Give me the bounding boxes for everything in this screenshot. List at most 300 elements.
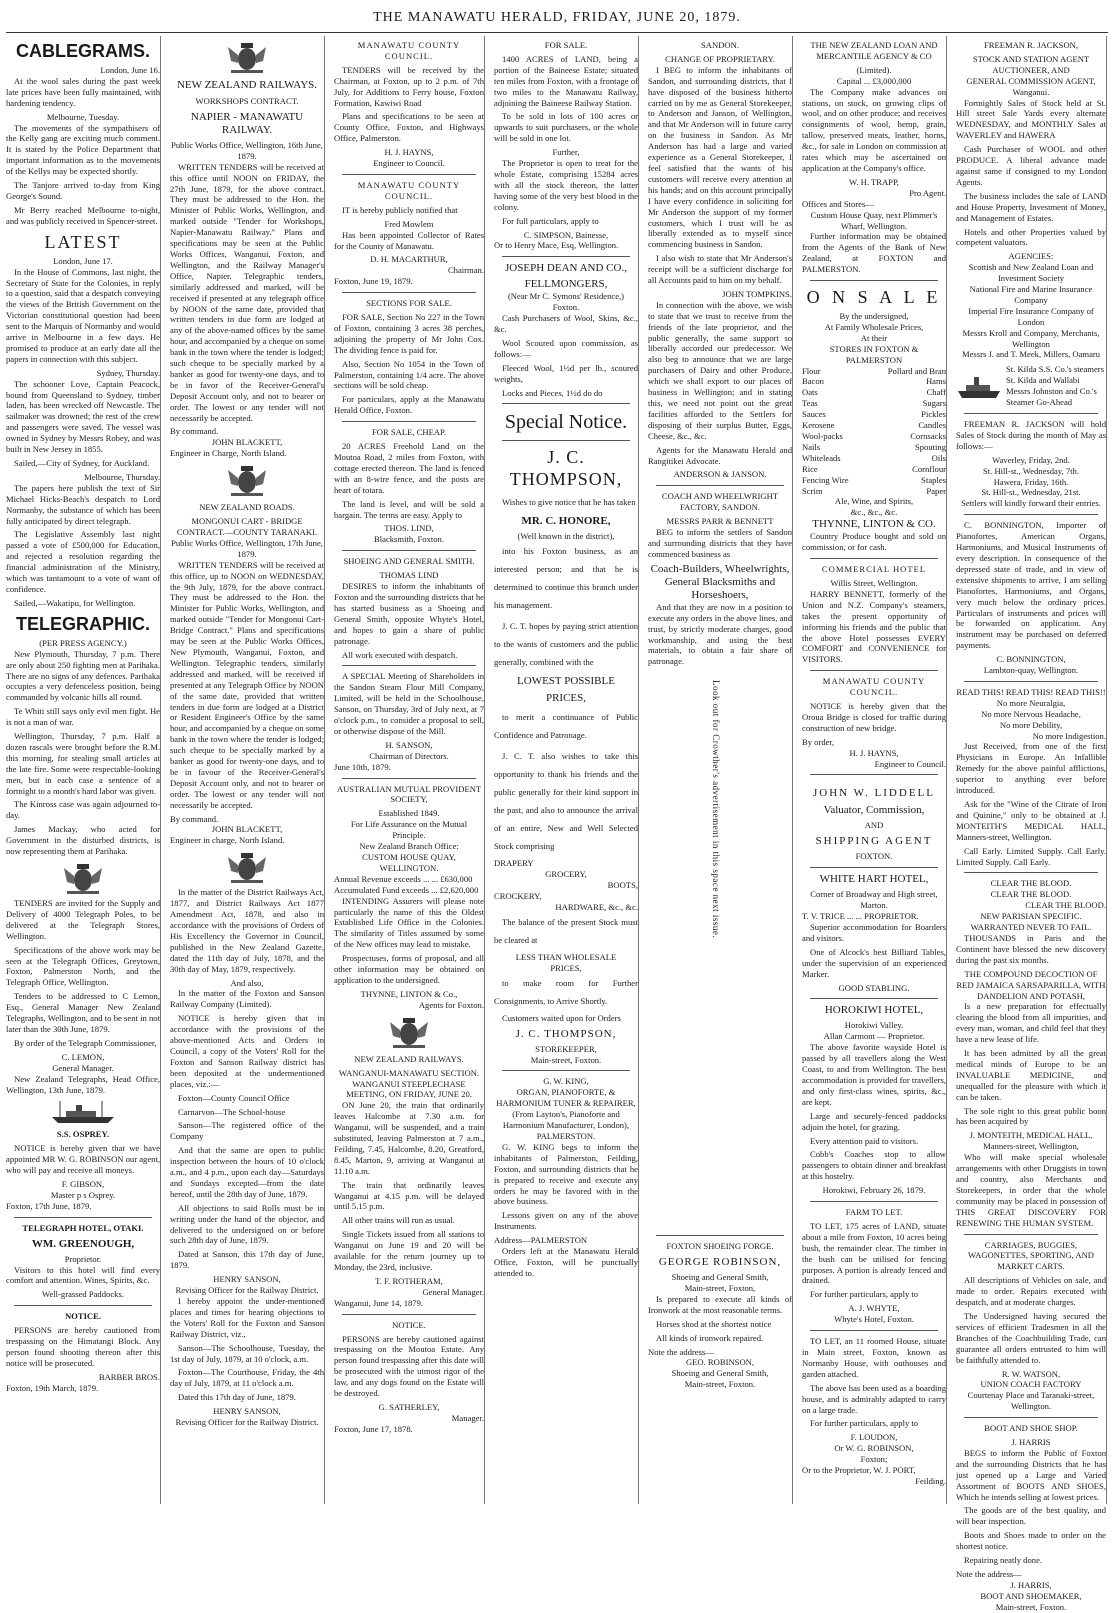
notice-paragraph: Plans and specifications to be seen at County Office, Foxton, and Highways Office, Palmerston. bbox=[334, 111, 484, 144]
signatory-title: Blacksmith, Foxton. bbox=[374, 534, 444, 545]
ad-line: Note the address— bbox=[956, 1569, 1022, 1579]
royal-crest-icon bbox=[225, 851, 269, 885]
ad-paragraph: J. C. T. also wishes to take this opportunity to thank his friends and the public generally for their kind support in the past, and also to announce the arrival of an entire, New and Well Selected Stock comprising bbox=[494, 751, 638, 852]
signatory-title: Master p s Osprey. bbox=[50, 1189, 116, 1200]
ad-line: Address—PALMERSTON bbox=[494, 1235, 588, 1246]
notice-paragraph: Specifications of the above work may be seen at the Telegraph Offices, Greytown, Foxton, Palmerston North, and the Telegraph Office, Wellington. bbox=[6, 944, 160, 988]
shoeing-heading: SHOEING AND GENERAL SMITH. bbox=[343, 556, 475, 567]
divider bbox=[342, 292, 476, 293]
goods-list bbox=[802, 366, 946, 497]
signatory: A. J. WHYTE, bbox=[848, 1303, 900, 1314]
signatory-title: Shoeing and General Smith, bbox=[671, 1368, 769, 1379]
ad-paragraph: Fleeced Wool, 1½d per lb., scoured weights, bbox=[494, 362, 638, 384]
stock-item: HARDWARE, &c., &c. bbox=[555, 902, 638, 912]
signatory-title: Engineer in Charge, North Island. bbox=[170, 448, 287, 459]
business-address: Main-street, Foxton, bbox=[684, 1283, 756, 1294]
news-paragraph: Mr Berry reached Melbourne to-night, and was publicly received in Spencer-street. bbox=[6, 204, 160, 226]
signatory-title: Engineer to Council. bbox=[874, 758, 946, 769]
goods-item: Hams bbox=[925, 376, 946, 387]
masthead-title: THE MANAWATU HERALD, FRIDAY, JUNE 20, 1879. bbox=[373, 10, 741, 25]
news-paragraph: New Plymouth, Thursday, 7 p.m. There are only about 250 fighting men at Parihaka. There are no signs of any defences. Parihaka occupies a very defenceless position, being commanded by volcanic hills all round. bbox=[6, 648, 160, 703]
notice-line: And also, bbox=[230, 977, 264, 988]
thompson-name: J. C. THOMPSON, bbox=[515, 1027, 617, 1040]
subheading: WORKSHOPS CONTRACT. bbox=[195, 96, 299, 106]
notice-date: Foxton, 19th March, 1879. bbox=[6, 1382, 99, 1393]
branch-address: CUSTOM HOUSE QUAY, WELLINGTON. bbox=[362, 852, 456, 873]
signatory: Or to Henry Mace, Esq, Wellington. bbox=[494, 240, 619, 251]
amp-subheading: For Life Assurance on the Mutual Principle. bbox=[350, 819, 468, 841]
business-name: THOMAS LIND bbox=[379, 570, 439, 581]
notice-paragraph: In the matter of the Foxton and Sanson Railway Company (Limited). bbox=[170, 988, 324, 1010]
capital-line: Capital ... £3,000,000 bbox=[836, 75, 912, 86]
jackson-heading: FREEMAN R. JACKSON, bbox=[983, 40, 1079, 50]
goods-row bbox=[802, 398, 946, 409]
signatory: F. GIBSON, bbox=[61, 1179, 105, 1190]
signatory-title: Engineer to Council. bbox=[373, 158, 445, 169]
ad-paragraph: The sole right to this great public boon has been acquired by bbox=[956, 1105, 1106, 1127]
signatory-title: Chairman. bbox=[447, 265, 484, 276]
divider bbox=[810, 867, 938, 868]
boot-heading: BOOT AND SHOE SHOP. bbox=[984, 1423, 1078, 1434]
signatory: HENRY SANSON, bbox=[213, 1406, 281, 1417]
divider bbox=[342, 550, 476, 551]
news-paragraph: The Legislative Assembly last night passed a vote of £500,000 for Education, and rejected a resolution regarding the financial administration of the Ministry, which was tantamount to a vote of want of confidence. bbox=[6, 529, 160, 594]
signatory: J. MONTEITH, MEDICAL HALL, bbox=[969, 1130, 1093, 1141]
ad-paragraph: For further particulars, apply to bbox=[810, 1418, 919, 1429]
signatory: HENRY SANSON, bbox=[213, 1274, 281, 1285]
divider bbox=[810, 670, 938, 671]
notice-date: Wanganui, June 14, 1879. bbox=[334, 1297, 424, 1308]
signatory: THYNNE, LINTON & Co., bbox=[360, 988, 458, 999]
ad-paragraph: INTENDING Assurers will please note particularly the name of this the Oldest Established Life Office in the Colonies. The similarity of Titles assumed by some of the New offices may lead to mistake. bbox=[334, 895, 484, 950]
ad-paragraph: The above has been used as a boarding house, and is admirably adapted to carry on a large trade. bbox=[802, 1382, 946, 1415]
commercial-hotel-heading: COMMERCIAL HOTEL bbox=[821, 564, 927, 575]
notice-paragraph: A SPECIAL Meeting of Shareholders in the Sandon Steam Flour Mill Company, Limited, will be held in the Schoolhouse, Sanson, on Thursday, 3rd of July next, at 7 o'clock p.m., to consider a proposal to sell, or otherwise dispose of the Mill. bbox=[334, 671, 484, 736]
dean-heading: JOSEPH DEAN AND CO., bbox=[505, 262, 627, 275]
king-name: G. W. KING, bbox=[543, 1076, 589, 1087]
subheading: NAPIER - MANAWATU RAILWAY. bbox=[190, 110, 304, 136]
roads-heading: NEW ZEALAND ROADS. bbox=[199, 502, 295, 513]
ad-paragraph: G. W. KING begs to inform the inhabitants of Palmerston, Feilding, Foxton, and surrounding districts that he is prepared to receive and execute any orders he may be favored with in the above business. bbox=[494, 1141, 638, 1207]
divider bbox=[810, 1201, 938, 1202]
notice-paragraph: And that the same are open to public inspection between the hours of 10 o'clock a.m., and 4 p.m., upon each day—Saturdays and Sundays excepted—from the date hereof, until the 28th day of June, 1879. bbox=[170, 1145, 324, 1199]
no-more-line: No more Debility, bbox=[999, 719, 1063, 730]
news-paragraph: Sailed,—Wakatipu, for Wellington. bbox=[14, 597, 136, 608]
notice-date: Foxton, June 19, 1879. bbox=[334, 276, 413, 287]
news-paragraph: The Tanjore arrived to-day from King George's Sound. bbox=[6, 180, 160, 201]
business-type: Shoeing and General Smith, bbox=[671, 1272, 769, 1283]
goods-row bbox=[802, 486, 946, 497]
ad-line: Corner of Broadway and High street, bbox=[810, 889, 938, 900]
business-town: Foxton. bbox=[552, 302, 580, 313]
divider bbox=[964, 413, 1098, 414]
news-paragraph: At the wool sales during the past week late prices have been fully maintained, with hardening tendency. bbox=[6, 75, 160, 108]
loan-heading: THE NEW ZEALAND LOAN AND MERCANTILE AGENCY & CO bbox=[810, 40, 938, 61]
divider bbox=[342, 421, 476, 422]
goods-item: Kerosene bbox=[802, 420, 835, 431]
nzr-heading: NEW ZEALAND RAILWAYS. bbox=[354, 1053, 464, 1064]
divider bbox=[656, 1235, 784, 1236]
notice-paragraph: All other trains will run as usual. bbox=[342, 1215, 455, 1226]
ad-paragraph: Fortnightly Sales of Stock held at St. Hill street Sale Yards every alternate WEDNESDAY, and MONTHLY Sales at WAVERLEY and HAWERA bbox=[956, 97, 1106, 141]
no-more-line: No more Indigestion. bbox=[1032, 730, 1106, 741]
lowest-line: LOWEST POSSIBLE bbox=[517, 675, 615, 688]
signatory: GEO. ROBINSON, bbox=[685, 1357, 755, 1368]
nzr-heading: NEW ZEALAND RAILWAYS. bbox=[176, 79, 318, 91]
news-paragraph: Wellington, Thursday, 7 p.m. Half a dozen rascals were brought before the R.M. this morning, for stealing small articles at the late fire. Some were respectable-looking men, but in each case a sentence of a fortnight to a month's hard labor was given. bbox=[6, 731, 160, 796]
signatory: BARBER BROS. bbox=[98, 1371, 160, 1382]
column-1 bbox=[6, 36, 161, 1504]
ad-paragraph: C. BONNINGTON, Importer of Pianofortes, American Organs, Harmoniums, and Musical Instruments of every description. In consequence of the depressed state of trade, and in view of extensive shipments to arrive, I am selling Pianofortes, Harmoniums, and Organs, very much below the ordinary prices. Particulars of instruments and prices will be forwarded on application. Any instrument may be purchased on deferred payments. bbox=[956, 520, 1106, 651]
column-6 bbox=[802, 36, 947, 1504]
jackson-trade: AUCTIONEER, AND bbox=[992, 64, 1070, 75]
ad-paragraph: Also, Section No 1054 in the Town of Palmerston, containing 1/4 acre. The above sections will be sold cheap. bbox=[334, 358, 484, 391]
notice-paragraph: WRITTEN TENDERS will be received at this office, up to NOON on WEDNESDAY, the 9th July, 1879, for the above contract. They must be addressed to the Hon. the Minister for Public Works, Wellington, and marked outside "Tender for Mongonui Cart-Bridge Contract." Plans and specifications may be seen at the Public Works Offices, New Plymouth, Wanganui, Foxton, and Wellington. Telegraphic tenders, similarly addressed and marked, will be received if presented at any Telegraph Office by NOON of the same date, provided that written tenders in due form are lodged at a District or Resident Engineer's Office by the same hour, and accompanied by a cheque on some bank in the town where the tender is lodged; such cheque to be specially marked by a banker as good for twenty-one days, and to be in favour of the Receiver-General's Deposit Account only, and not to bearer or order. The lowest or any tender will not necessarily be accepted. bbox=[170, 559, 324, 810]
notice-line: By command. bbox=[170, 426, 219, 437]
ad-line: Offices and Stores— bbox=[802, 198, 874, 209]
ad-paragraph: 1400 ACRES of LAND, being a portion of the Baineese Estate; situated ten miles from Foxton, with a frontage of two miles to the Manawatu Railway, adjoining the Baineese Railway Station. bbox=[494, 53, 638, 108]
signatory: F. LOUDON, bbox=[850, 1432, 898, 1443]
signatory: Or W. G. ROBINSON, bbox=[834, 1443, 914, 1454]
ad-paragraph: All kinds of ironwork repaired. bbox=[656, 1332, 764, 1343]
branch-office: New Zealand Branch Office: bbox=[359, 841, 459, 852]
ad-paragraph: Wool Scoured upon commission, as follows:— bbox=[494, 337, 638, 359]
signatory: D. H. MACARTHUR, bbox=[370, 254, 448, 265]
osprey-heading: S.S. OSPREY. bbox=[56, 1129, 110, 1140]
signatory: THOS. LIND, bbox=[384, 523, 434, 534]
signatory-title: Agents for Foxton. bbox=[418, 999, 484, 1010]
divider bbox=[964, 1417, 1098, 1418]
business-address: Main-street, Foxton. bbox=[995, 1601, 1067, 1612]
divider bbox=[342, 665, 476, 666]
goods-item: Oils bbox=[931, 452, 946, 463]
notice-heading: NOTICE. bbox=[64, 1311, 102, 1322]
divider bbox=[964, 681, 1098, 682]
ad-line: FOXTON. bbox=[855, 851, 893, 862]
ad-paragraph: Is prepared to execute all kinds of Ironwork at the most reasonable terms. bbox=[648, 1293, 792, 1315]
column-5 bbox=[648, 36, 793, 1504]
dateline: London, June 16. bbox=[100, 65, 160, 75]
ad-line: Well-grassed Paddocks. bbox=[42, 1289, 124, 1300]
goods-item: Sauces bbox=[802, 409, 826, 420]
signatory: JOHN BLACKETT, bbox=[211, 437, 283, 448]
liddell-heading: JOHN W. LIDDELL bbox=[813, 787, 935, 800]
ad-paragraph: The goods are of the best quality, and will bear inspection. bbox=[956, 1505, 1106, 1527]
liddell-trade: SHIPPING AGENT bbox=[815, 835, 933, 848]
ad-paragraph: BEG to inform the settlers of Sandon and surrounding districts that they have commenced business as bbox=[648, 527, 792, 559]
steamer-line: St. Kilda and Wallabi bbox=[1006, 375, 1080, 386]
notice-paragraph: I also wish to state that Mr Anderson's receipt will be a sufficient discharge for all Accounts paid to him on my behalf. bbox=[648, 253, 792, 286]
divider bbox=[810, 558, 938, 559]
signatory-title: Whyte's Hotel, Foxton. bbox=[834, 1314, 914, 1325]
farm-heading: FARM TO LET. bbox=[845, 1207, 903, 1218]
ad-paragraph: TO LET, 175 acres of LAND, situate about a mile from Foxton, 10 acres being bush, the remainder clear. The timber in the bush can be utilised for fencing purposes. A portion is already fenced and drained. bbox=[802, 1220, 946, 1286]
notice-paragraph: Tenders to be addressed to C Lemon, Esq., General Manager New Zealand Telegraphs, Wellington, and to be sent in not later than the 30th June, 1879. bbox=[6, 991, 160, 1034]
goods-row bbox=[802, 431, 946, 442]
notice-paragraph: Agents for the Manawatu Herald and Rangitikei Advocate. bbox=[648, 444, 792, 466]
notice-paragraph: TENDERS are invited for the Supply and Delivery of 4000 Telegraph Poles, to be delivered at the Telegraph Stores, Wellington. bbox=[6, 898, 160, 941]
ad-paragraph: Large and securely-fenced paddocks adjoin the hotel, for grazing. bbox=[802, 1110, 946, 1132]
divider bbox=[502, 256, 630, 257]
ad-paragraph: Cobb's Coaches stop to allow passengers to obtain dinner and breakfast at this hostelry. bbox=[802, 1149, 946, 1182]
subheading: WANGANUI STEEPLECHASE MEETING, ON FRIDAY, JUNE 20. bbox=[346, 1078, 472, 1100]
otaki-heading: TELEGRAPH HOTEL, OTAKI. bbox=[22, 1222, 144, 1233]
news-paragraph: In the House of Commons, last night, the Secretary of State for the Colonies, in reply to a question, said that a despatch conveying the views of the British Government on the Victorian constitutional question had been sent to the Marquis of Normanby and would arrive in Melbourne in a few days. He promised to produce at an early date all the papers in connection with this subject. bbox=[6, 266, 160, 364]
signatory-title: BOOT AND SHOEMAKER, bbox=[980, 1590, 1082, 1601]
notice-paragraph: NOTICE is hereby given that we have appointed MR W. G. ROBINSON our agent, who will pay and receive all moneys. bbox=[6, 1143, 160, 1176]
agencies-heading: AGENCIES: bbox=[1008, 251, 1054, 262]
goods-row bbox=[802, 453, 946, 464]
ad-line: Horokiwi Valley. bbox=[844, 1020, 904, 1031]
notice-paragraph: New Zealand Telegraphs, Head Office, Wellington, 13th June, 1879. bbox=[6, 1073, 160, 1095]
notice-paragraph: In the matter of the District Railways Act, 1877, and District Railways Act 1877 Amendment Act, 1878, and also in accordance with the provisions of Orders of His Excellency the Governor in Council, published in the New Zealand Gazette, dated the 11th day of July, 1878, and the 30th day of May, 1879, respectively. bbox=[170, 887, 324, 974]
signatory-title: Foxton; bbox=[860, 1454, 888, 1465]
ad-paragraph: Repairing neatly done. bbox=[964, 1555, 1043, 1566]
signatory: W. H. TRAPP, bbox=[849, 176, 899, 187]
goods-item: Fencing Wire bbox=[802, 474, 849, 485]
divider bbox=[502, 403, 630, 404]
agency-note: (PER PRESS AGENCY.) bbox=[39, 637, 127, 648]
sale-date: Hawera, Friday, 16th. bbox=[993, 476, 1069, 487]
ad-paragraph: Country Produce bought and sold on commission, or for cash. bbox=[802, 531, 946, 553]
liddell-trade: Valuator, Commission, bbox=[823, 804, 925, 817]
sale-date: Waverley, Friday, 2nd. bbox=[992, 454, 1070, 465]
ad-paragraph: Is a new preparation for effectually clearing the blood from all impurities, and every man, woman, and child feel that they have a new lease of life. bbox=[956, 1001, 1106, 1045]
trades-line: Coach-Builders, Wheelwrights, General Blacksmiths and Horseshoers, bbox=[650, 562, 790, 601]
jackson-trade: GENERAL COMMISSION AGENT, bbox=[966, 75, 1096, 86]
column-7 bbox=[956, 36, 1107, 1612]
goods-item: Bacon bbox=[802, 376, 824, 387]
vertical-notice: Look out for Crowther's advertisement in this space next issue. bbox=[710, 680, 721, 939]
notice-paragraph: In connection with the above, we wish to state that we trust to receive from the friends of the late proprietor, and the public generally, the same support so liberally accorded our predecessor. We also beg to announce that we are large purchasers of Dairy and other Produce, which we shall export to our places of business in Wellington; and in stating this, we need not point out the great facilities afforded to the Settlers for disposing of their surplus Butter, Eggs, Cheese, &c., &c. bbox=[648, 299, 792, 441]
divider bbox=[810, 1330, 938, 1331]
proprietor-name: WM. GREENOUGH, bbox=[31, 1237, 135, 1250]
divider bbox=[14, 1305, 152, 1306]
steamer-line: Messrs Johnston and Co.'s bbox=[1006, 386, 1097, 397]
steamship-icon bbox=[956, 371, 1002, 401]
page-header bbox=[0, 0, 1114, 34]
ad-paragraph: Locks and Pieces, 1½d do do bbox=[502, 387, 603, 398]
notice-paragraph: Has been appointed Collector of Rates for the County of Manawatu. bbox=[334, 229, 484, 251]
ad-line: &c., &c., &c. bbox=[850, 507, 898, 518]
stock-item: GROCERY, bbox=[545, 869, 587, 880]
notice-paragraph: TENDERS will be received by the Chairman, at Foxton, up to 2 p.m. of 7th July, for Additions to Ferry house, Foxton Formation, Kawiwi Road bbox=[334, 64, 484, 108]
ad-paragraph: Hotels and other Properties valued by competent valuators. bbox=[956, 226, 1106, 248]
ad-line: Marton. bbox=[860, 900, 888, 911]
notice-paragraph: Single Tickets issued from all stations to Wanganui on June 19 and 20 will be available for the return journey up to Monday, the 23rd, inclusive. bbox=[334, 1229, 484, 1272]
stock-item: BOOTS, bbox=[607, 880, 638, 891]
business-type: FELLMONGERS, bbox=[524, 278, 608, 291]
goods-item: Scrim bbox=[802, 485, 823, 496]
ad-paragraph: FOR SALE, Section No 227 in the Town of Foxton, containing 3 acres 38 perches, adjoining the property of Mr John Cox. The dividing fence is paid for. bbox=[334, 312, 484, 355]
subheading: MONGONUI CART - BRIDGE CONTRACT.—COUNTY TARANAKI. bbox=[176, 516, 318, 537]
notice-paragraph: IT is hereby publicly notified that bbox=[342, 204, 458, 215]
revenue-line: Annual Revenue exceeds ... ... £630,000 bbox=[334, 873, 473, 884]
business-address: Main-street, Foxton. bbox=[684, 1379, 756, 1390]
signatory-title: General Manager. bbox=[52, 1062, 114, 1073]
ad-paragraph: THOUSANDS in Paris and the Continent have blessed the new discovery during the past six months. bbox=[956, 932, 1106, 965]
notice-paragraph: Dated this 17th day of June, 1879. bbox=[178, 1392, 296, 1403]
ad-paragraph: into his Foxton business, as an interested person; and that he is determined to continue this branch under his management. bbox=[494, 546, 638, 611]
news-paragraph: Sailed,—City of Sydney, for Auckland. bbox=[14, 458, 150, 468]
ad-line: (Limited). bbox=[856, 64, 892, 75]
ad-paragraph: The above favorite wayside Hotel is passed by all travellers along the West Coast, to and from Wellington. The best accommodation is provided for travellers, and only first-class wines, spirits, &c., are kept. bbox=[802, 1042, 946, 1107]
clear-blood-line: CLEAR THE BLOOD. bbox=[990, 889, 1072, 900]
stock-item: DRAPERY bbox=[494, 858, 534, 869]
goods-row bbox=[802, 475, 946, 486]
horokiwi-heading: HOROKIWI HOTEL, bbox=[824, 1004, 924, 1017]
goods-row bbox=[802, 376, 946, 387]
dateline: London, June 17. bbox=[53, 255, 113, 266]
steamer-lines bbox=[1006, 364, 1106, 408]
warranted-line: WARRANTED NEVER TO FAIL. bbox=[970, 922, 1092, 933]
signatory-title: Revising Officer for the Railway District. bbox=[175, 1417, 319, 1428]
council-heading: MANAWATU COUNTY COUNCIL. bbox=[822, 676, 926, 698]
goods-item: Nails bbox=[802, 441, 821, 452]
sale-date: Settlers will kindly forward their entries. bbox=[961, 498, 1101, 509]
ad-line: Ale, Wine, and Spirits, bbox=[834, 496, 914, 507]
goods-row bbox=[802, 442, 946, 453]
notice-paragraph: NOTICE is hereby given that the Oroua Bridge is closed for traffic during construction of new bridge. bbox=[802, 701, 946, 733]
ad-paragraph: Further information may be obtained from the Agents of the Bank of New Zealand, at FOXTON and PALMERSTON. bbox=[802, 231, 946, 275]
signatory-title: General Manager. bbox=[422, 1286, 484, 1297]
notice-paragraph: I hereby appoint the under-mentioned places and times for hearing objections to the Voters' Roll for the Foxton and Sanson Railway District, viz., bbox=[170, 1296, 324, 1339]
notice-paragraph: Foxton—The Courthouse, Friday, the 4th day of July, 1879, at 11 o'clock a.m. bbox=[170, 1367, 324, 1389]
divider bbox=[964, 872, 1098, 873]
agency-item: Scottish and New Zealand Loan and Investment Society bbox=[968, 262, 1094, 284]
column-4 bbox=[494, 36, 639, 1504]
funds-line: Accumulated Fund exceeds ... £2,620,000 bbox=[334, 884, 479, 895]
divider bbox=[14, 1217, 152, 1218]
ad-line: (Well known in the district), bbox=[517, 531, 615, 542]
prices-line: PRICES, bbox=[545, 692, 587, 705]
ad-line: At Family Wholesale Prices, bbox=[824, 321, 924, 332]
ad-paragraph: to make room for Further Consignments, to Arrive Shortly. bbox=[494, 977, 638, 1006]
ad-paragraph: One of Alcock's best Billiard Tables, under the supervision of an experienced Marker. bbox=[802, 946, 946, 979]
ad-paragraph: The Company make advances on stations, on stock, on growing clips of wool, and on other produce; and receives consignments of wool, hemp, grain, tallow, preserved meats, leather, horns, &c., for sale in London on commission at rates which may be ascertained on application at the Company's office. bbox=[802, 86, 946, 173]
carriages-heading: CARRIAGES, BUGGIES, WAGONETTES, SPORTING, AND MARKET CARTS. bbox=[967, 1239, 1094, 1272]
notice-paragraph: I BEG to inform the inhabitants of Sandon, and surrounding districts, that I have disposed of the business hitherto carried on by me as General Storekeeper, to Anderson and Janson, of Wellington, and that Mr Anderson will in future carry on the business in Sandon. As Mr Anderson has had a large and varied experience as a General Storekeeper, I feel satisfied that the wants of his customers will receive every attention at his hands; and on this account principally I have every confidence in soliciting for Mr Anderson the support of my former customers, which I trust will be as liberally extended as to myself since commencing business in Sandon. bbox=[648, 64, 792, 250]
ad-paragraph: Wishes to give notice that he has taken bbox=[502, 497, 636, 508]
forge-heading: FOXTON SHOEING FORGE. bbox=[666, 1241, 774, 1252]
divider bbox=[810, 280, 938, 281]
goods-row bbox=[802, 420, 946, 431]
signatory-title: Lambton-quay, Wellington. bbox=[983, 665, 1079, 676]
signatory-title: Manager. bbox=[451, 1412, 484, 1423]
dateline: Sydney, Thursday. bbox=[96, 367, 160, 378]
goods-item: Sugars bbox=[922, 398, 946, 409]
signatory: T. F. ROTHERAM, bbox=[375, 1275, 443, 1286]
signatory: ANDERSON & JANSON. bbox=[673, 469, 767, 480]
onsale-heading: O N S A L E bbox=[806, 287, 942, 308]
sale-date: St. Hill-st., Wednesday, 21st. bbox=[981, 487, 1081, 498]
office-line: Public Works Office, Wellington, 16th June, 1879. bbox=[171, 139, 323, 161]
goods-item: Cornsacks bbox=[910, 431, 946, 441]
signatory: J. HARRIS, bbox=[1010, 1579, 1052, 1590]
goods-item: Cornflour bbox=[912, 463, 946, 474]
business-name: MESSRS PARR & BENNETT bbox=[666, 516, 774, 527]
signatory: H. J. HAYNS, bbox=[849, 747, 899, 758]
notice-paragraph: Sanson—The Schoolhouse, Tuesday, the 1st day of July, 1879, at 10 o'clock, a.m. bbox=[170, 1342, 324, 1364]
notice-paragraph: Carnarvon—The School-house bbox=[178, 1106, 286, 1117]
goods-item: Staples bbox=[921, 474, 946, 485]
news-paragraph: The Kinross case was again adjourned to-day. bbox=[6, 799, 160, 821]
ad-paragraph: to merit a continuance of Public Confidence and Patronage. bbox=[494, 712, 638, 741]
ad-paragraph: BEGS to inform the Public of Foxton and the surrounding Districts that he has just opened up a Large and Varied Assortment of BOOTS AND SHOES, Which he intends selling at lowest prices. bbox=[956, 1447, 1106, 1502]
ad-paragraph: Ask for the "Wine of the Citrate of Iron and Quinine," only to be obtained at J. MONTEITH'S MEDICAL HALL, Manners-street, Wellington. bbox=[956, 799, 1106, 842]
signatory-title: UNION COACH FACTORY bbox=[980, 1379, 1082, 1390]
clear-blood-line: CLEAR THE BLOOD. bbox=[990, 878, 1072, 889]
no-more-line: No more Nervous Headache, bbox=[981, 708, 1081, 719]
notice-paragraph: PERSONS are hereby cautioned against trespassing on the Moutoa Estate. Any person found trespassing after this date will be prosecuted with the utmost rigor of the law, and any dogs found on the Estate will be destroyed. bbox=[334, 1333, 484, 1399]
honore-name: MR. C. HONORE, bbox=[521, 515, 611, 528]
ad-paragraph: DESIRES to inform the inhabitants of Foxton and the surrounding districts that he has started business as a Shoeing and General Smith, opposite Whyte's Hotel, and hopes to gain a share of public patronage. bbox=[334, 581, 484, 646]
divider bbox=[342, 778, 476, 779]
king-town: PALMERSTON. bbox=[536, 1130, 596, 1141]
signatory: C. LEMON, bbox=[61, 1051, 105, 1062]
ad-paragraph: Orders left at the Manawatu Herald Office, Foxton, will be punctually attended to. bbox=[494, 1246, 638, 1278]
specific-line: NEW PARISIAN SPECIFIC. bbox=[980, 911, 1082, 922]
ad-paragraph: Lessons given on any of the above Instruments. bbox=[494, 1210, 638, 1232]
news-paragraph: James Mackay, who acted for Government in the disturbed districts, is now representing them at Parihaka. bbox=[6, 824, 160, 857]
goods-row bbox=[802, 464, 946, 475]
ad-line: AND bbox=[864, 820, 884, 831]
news-paragraph: The papers here publish the text of Sir Michael Hicks-Beach's despatch to Lord Normanby, the substance of which has been fully anticipated by direct telegraph. bbox=[6, 482, 160, 526]
signatory: H. J. HAYNS, bbox=[384, 147, 434, 158]
divider bbox=[810, 998, 938, 999]
business-name: J. HARRIS bbox=[1011, 1437, 1051, 1448]
signatory: R. W. WATSON, bbox=[1001, 1368, 1061, 1379]
business-address: Main-street, Foxton. bbox=[530, 1054, 602, 1065]
divider bbox=[964, 1234, 1098, 1235]
business-type: STOREKEEPER, bbox=[535, 1043, 597, 1054]
signatory-title: Chairman of Directors. bbox=[369, 750, 449, 761]
ad-paragraph: The land is level, and will be sold a bargain. The terms are easy. Apply to bbox=[334, 498, 484, 520]
ad-paragraph: For full particulars, apply to bbox=[502, 215, 599, 226]
goods-item: Pollard and Bran bbox=[887, 365, 946, 376]
ad-paragraph: It has been admitted by all the great medical minds of Europe to be an INVALUABLE MEDICINE, and unequalled for the pleasure with which it can be taken. bbox=[956, 1048, 1106, 1102]
ad-paragraph: J. C. T. hopes by paying strict attention to the wants of customers and the public generally, combined with the bbox=[494, 621, 638, 668]
office-line: Public Works Office, Wellington, 17th June, 1879. bbox=[171, 537, 323, 559]
ad-paragraph: Customers waited upon for Orders bbox=[502, 1012, 621, 1023]
notice-date: Horokiwi, February 26, 1879. bbox=[822, 1185, 926, 1196]
dateline: Melbourne, Thursday. bbox=[84, 471, 160, 482]
ad-line: Note the address— bbox=[648, 1346, 714, 1357]
latest-heading: LATEST bbox=[44, 231, 122, 252]
business-location: (Near Mr C. Symons' Residence,) bbox=[507, 291, 625, 302]
steamer-line: Steamer Go-Ahead bbox=[1006, 397, 1073, 408]
ad-line: Willis Street, Wellington. bbox=[830, 577, 918, 588]
goods-item: Flour bbox=[802, 365, 821, 376]
council-heading: MANAWATU COUNTY COUNCIL. bbox=[357, 179, 461, 201]
sandon-heading: SANDON. bbox=[701, 40, 739, 50]
ad-paragraph: Every attention paid to visitors. bbox=[810, 1135, 919, 1146]
divider bbox=[502, 1070, 630, 1071]
signatory-title: Revising Officer for the Railway District. bbox=[175, 1285, 319, 1296]
goods-row bbox=[802, 409, 946, 420]
signatory-title: Pro Agent. bbox=[909, 187, 946, 198]
notice-paragraph: The train that ordinarily leaves Wanganui at 4.15 p.m. will be delayed until 5.15 p.m. bbox=[334, 1179, 484, 1212]
king-origin: (From Layton's, Pianoforte and Harmonium Manufacturer, London), bbox=[502, 1109, 630, 1131]
compound-line: THE COMPOUND DECOCTION OF RED JAMAICA SARSAPARILLA, WITH DANDELION AND POTASH, bbox=[956, 968, 1106, 1001]
clear-blood-line: CLEAR THE BLOOD. bbox=[1025, 900, 1106, 911]
signatory: THYNNE, LINTON & CO. bbox=[812, 518, 936, 531]
ad-paragraph: And that they are now in a position to execute any orders in the above lines, and trust, by strictly moderate charges, good workmanship, and using the best materials, to obtain a fair share of patronage. bbox=[648, 601, 792, 667]
notice-date: Foxton, June 17, 1878. bbox=[334, 1423, 413, 1434]
goods-item: Rice bbox=[802, 463, 818, 474]
subheading: WANGANUI-MANAWATU SECTION. bbox=[338, 1067, 480, 1078]
goods-item: Spouting bbox=[914, 441, 946, 452]
